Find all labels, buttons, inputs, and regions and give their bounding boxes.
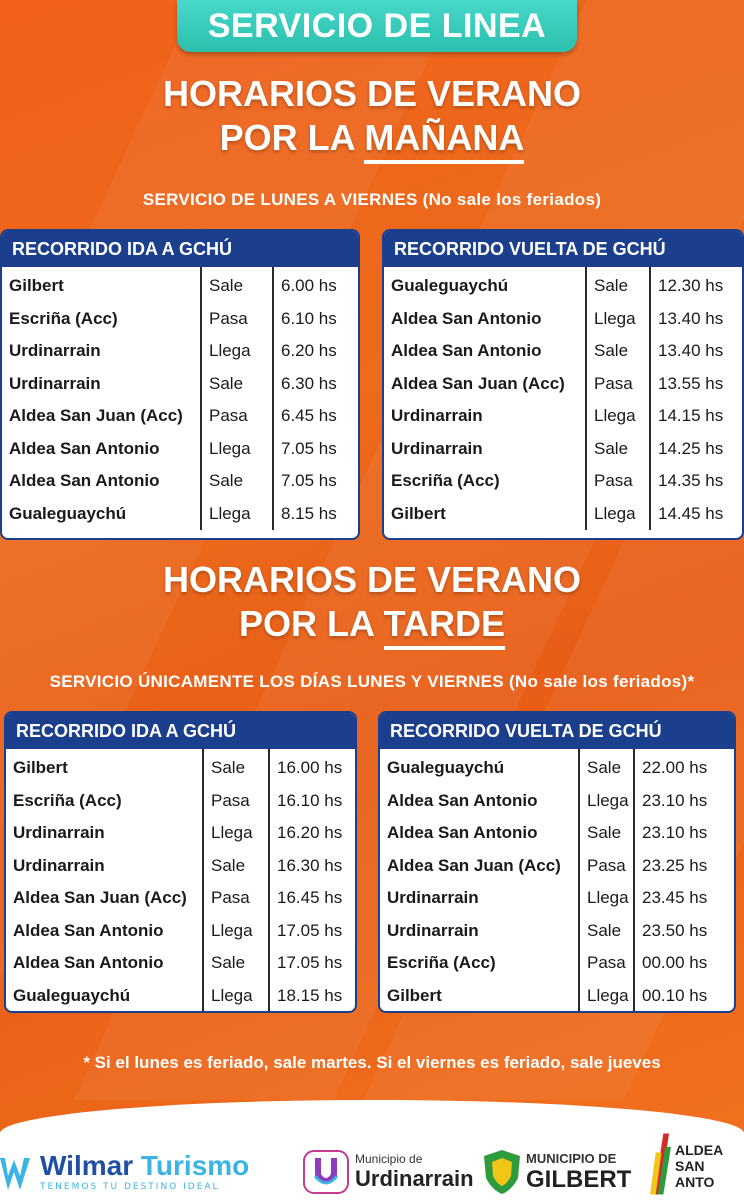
cell-place: Gualeguaychú: [9, 503, 127, 523]
cell-time: 17.05 hs: [277, 953, 343, 972]
cell-time: 22.00 hs: [642, 758, 708, 777]
cell-place: Gilbert: [13, 758, 68, 777]
afternoon-title-highlight: TARDE: [384, 603, 505, 650]
urdinarrain-small: Municipio de: [355, 1152, 423, 1166]
cell-action: Pasa: [209, 308, 248, 328]
cell-action: Sale: [209, 276, 244, 295]
afternoon-title-line1: HORARIOS DE VERANO: [162, 559, 582, 600]
cell-action: Pasa: [209, 406, 248, 425]
service-pill: SERVICIO DE LINEA: [177, 0, 577, 52]
table-body: [6, 749, 355, 1012]
cell-place: Aldea San Antonio: [9, 471, 160, 490]
cell-time: 23.25 hs: [642, 855, 708, 875]
cell-time: 00.10 hs: [642, 985, 708, 1005]
cell-place: Gilbert: [391, 503, 446, 523]
urdinarrain-logo: [303, 1150, 474, 1194]
column-time: [274, 267, 358, 530]
urdinarrain-u-icon: [303, 1150, 349, 1194]
cell-time: 00.00 hs: [642, 953, 708, 972]
cell-time: 7.05 hs: [281, 438, 337, 458]
cell-place: Aldea San Juan (Acc): [391, 373, 565, 393]
column-action: [202, 267, 274, 530]
column-place: [384, 267, 587, 530]
column-action: [587, 267, 651, 530]
cell-place: Escriña (Acc): [387, 953, 496, 972]
morning-title-line2: [0, 116, 744, 160]
cell-place: Urdinarrain: [9, 373, 101, 393]
afternoon-title: [0, 558, 744, 646]
column-action: [580, 749, 635, 1012]
urdinarrain-text: [355, 1152, 474, 1192]
cell-place: Aldea San Juan (Acc): [13, 888, 187, 907]
cell-action: Llega: [587, 790, 629, 810]
wilmar-name: [40, 1150, 249, 1182]
cell-time: 16.45 hs: [277, 888, 343, 907]
table-title: RECORRIDO IDA A GCHÚ: [6, 713, 355, 749]
table-body: [380, 749, 734, 1012]
cell-place: Urdinarrain: [391, 438, 483, 458]
cell-action: Sale: [209, 471, 244, 490]
cell-action: Pasa: [211, 790, 250, 810]
morning-title: [0, 72, 744, 160]
cell-place: Urdinarrain: [391, 406, 483, 425]
cell-action: Sale: [594, 276, 629, 295]
wilmar-text: [40, 1150, 249, 1192]
morning-vuelta-table: [382, 229, 744, 540]
wilmar-name-b: Turismo: [140, 1150, 250, 1181]
cell-time: 14.35 hs: [658, 471, 724, 490]
cell-time: 23.10 hs: [642, 823, 708, 842]
cell-place: Escriña (Acc): [391, 471, 500, 490]
aldea-text: [675, 1142, 744, 1196]
cell-action: Llega: [587, 888, 629, 907]
cell-action: Llega: [594, 308, 636, 328]
cell-place: Gilbert: [9, 276, 64, 295]
table-title: RECORRIDO IDA A GCHÚ: [2, 231, 358, 267]
wilmar-w-icon: [0, 1152, 34, 1192]
cell-action: Sale: [211, 855, 246, 875]
cell-time: 13.40 hs: [658, 308, 724, 328]
gilbert-small: MUNICIPIO DE: [526, 1150, 617, 1166]
column-place: [2, 267, 202, 530]
cell-time: 16.10 hs: [277, 790, 343, 810]
cell-action: Sale: [594, 438, 629, 458]
cell-place: Urdinarrain: [387, 920, 479, 940]
cell-time: 14.25 hs: [658, 438, 724, 458]
table-title: RECORRIDO VUELTA DE GCHÚ: [380, 713, 734, 749]
cell-place: Escriña (Acc): [13, 790, 122, 810]
aldea-line1: ALDEA: [674, 1142, 724, 1158]
column-time: [270, 749, 355, 1012]
column-action: [204, 749, 270, 1012]
column-time: [635, 749, 727, 1012]
afternoon-title-line2: [0, 602, 744, 646]
morning-subtitle: SERVICIO DE LUNES A VIERNES (No sale los feriados): [142, 190, 602, 209]
morning-title-highlight: MAÑANA: [364, 117, 524, 164]
cell-place: Aldea San Juan (Acc): [9, 406, 183, 425]
cell-time: 6.00 hs: [281, 276, 337, 295]
cell-place: Aldea San Antonio: [387, 823, 538, 842]
wilmar-tag: TENEMOS TU DESTINO IDEAL: [40, 1182, 220, 1192]
cell-action: Sale: [209, 373, 244, 393]
cell-time: 7.05 hs: [281, 471, 337, 490]
cell-action: Llega: [209, 503, 251, 523]
cell-place: Urdinarrain: [13, 823, 105, 842]
cell-time: 16.30 hs: [277, 855, 343, 875]
cell-action: Llega: [587, 985, 629, 1005]
cell-time: 17.05 hs: [277, 920, 343, 940]
cell-action: Sale: [587, 920, 622, 940]
gilbert-text: [526, 1151, 631, 1194]
morning-title-prefix: POR LA: [219, 117, 365, 158]
cell-time: 14.45 hs: [658, 503, 724, 523]
cell-action: Sale: [594, 341, 629, 360]
cell-action: Llega: [209, 341, 251, 360]
cell-place: Aldea San Antonio: [387, 790, 538, 810]
cell-place: Gualeguaychú: [391, 276, 509, 295]
cell-action: Llega: [209, 438, 251, 458]
cell-time: 13.55 hs: [658, 373, 724, 393]
column-place: [380, 749, 580, 1012]
aldea-line2: SAN ANTO: [674, 1158, 715, 1190]
wilmar-logo: [0, 1150, 249, 1192]
cell-action: Llega: [211, 823, 253, 842]
cell-action: Pasa: [594, 471, 633, 490]
table-body: [2, 267, 358, 530]
cell-time: 8.15 hs: [281, 503, 337, 523]
cell-place: Aldea San Juan (Acc): [387, 855, 561, 875]
cell-time: 18.15 hs: [277, 985, 343, 1005]
morning-title-line1: HORARIOS DE VERANO: [162, 73, 582, 114]
cell-time: 12.30 hs: [658, 276, 724, 295]
cell-place: Escriña (Acc): [9, 308, 118, 328]
table-body: [384, 267, 742, 530]
cell-place: Aldea San Antonio: [391, 308, 542, 328]
cell-place: Aldea San Antonio: [391, 341, 542, 360]
cell-time: 23.45 hs: [642, 888, 708, 907]
cell-action: Llega: [211, 920, 253, 940]
cell-action: Pasa: [594, 373, 633, 393]
cell-time: 13.40 hs: [658, 341, 724, 360]
cell-place: Gilbert: [387, 985, 442, 1005]
cell-place: Aldea San Antonio: [13, 920, 164, 940]
footnote: * Si el lunes es feriado, sale martes. Si el viernes es feriado, sale jueves: [83, 1053, 661, 1072]
cell-place: Gualeguaychú: [13, 985, 131, 1005]
afternoon-subtitle: SERVICIO ÚNICAMENTE LOS DÍAS LUNES Y VIERNES (No sale los feriados)*: [49, 672, 695, 691]
cell-place: Aldea San Antonio: [9, 438, 160, 458]
cell-action: Sale: [211, 953, 246, 972]
cell-time: 16.20 hs: [277, 823, 343, 842]
column-place: [6, 749, 204, 1012]
wilmar-name-a: Wilmar: [40, 1150, 141, 1181]
cell-time: 6.30 hs: [281, 373, 337, 393]
cell-action: Pasa: [211, 888, 250, 907]
cell-time: 23.10 hs: [642, 790, 708, 810]
cell-action: Sale: [587, 823, 622, 842]
gilbert-big: GILBERT: [526, 1165, 632, 1193]
cell-time: 6.10 hs: [281, 308, 337, 328]
morning-ida-table: [0, 229, 360, 540]
cell-place: Urdinarrain: [13, 855, 105, 875]
cell-time: 6.45 hs: [281, 406, 337, 425]
cell-action: Sale: [211, 758, 246, 777]
afternoon-vuelta-table: [378, 711, 736, 1013]
cell-time: 6.20 hs: [281, 341, 337, 360]
cell-place: Gualeguaychú: [387, 758, 505, 777]
urdinarrain-big: Urdinarrain: [355, 1166, 474, 1191]
afternoon-title-prefix: POR LA: [239, 603, 384, 644]
table-title: RECORRIDO VUELTA DE GCHÚ: [384, 231, 742, 267]
cell-action: Pasa: [587, 953, 626, 972]
cell-action: Llega: [211, 985, 253, 1005]
cell-place: Urdinarrain: [387, 888, 479, 907]
cell-action: Llega: [594, 503, 636, 523]
cell-time: 14.15 hs: [658, 406, 724, 425]
cell-time: 16.00 hs: [277, 758, 343, 777]
aldea-logo: [650, 1132, 744, 1196]
gilbert-shield-icon: [482, 1148, 522, 1196]
gilbert-logo: [482, 1148, 631, 1196]
cell-place: Aldea San Antonio: [13, 953, 164, 972]
cell-action: Sale: [587, 758, 622, 777]
cell-place: Urdinarrain: [9, 341, 101, 360]
cell-time: 23.50 hs: [642, 920, 708, 940]
cell-action: Llega: [594, 406, 636, 425]
afternoon-ida-table: [4, 711, 357, 1013]
cell-action: Pasa: [587, 855, 626, 875]
column-time: [651, 267, 740, 530]
aldea-flag-icon: [650, 1132, 671, 1196]
